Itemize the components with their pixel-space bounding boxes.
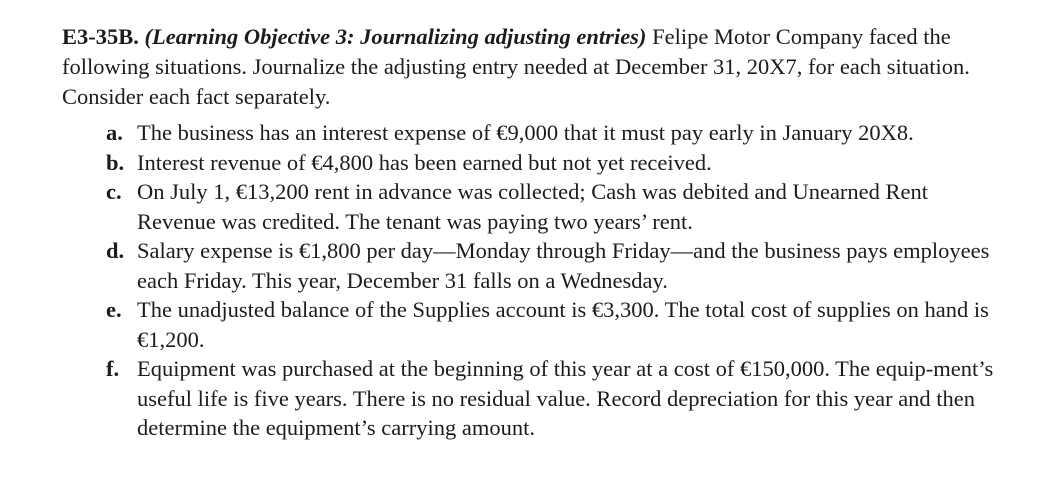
item-text: Salary expense is €1,800 per day—Monday through Friday—and the business pays employees each Friday. This year, December 31 falls on a Wednesday. <box>137 238 990 293</box>
situation-list <box>62 118 1012 443</box>
item-marker: f. <box>106 356 120 381</box>
situation-item-a <box>106 118 1012 148</box>
item-marker: e. <box>106 297 122 322</box>
item-text: Equipment was purchased at the beginning of this year at a cost of €150,000. The equip-ment’s useful life is five years. There is no residual value. Record depreciation for this year and then determine the equipment’s carrying amount. <box>137 356 994 440</box>
situation-item-c <box>106 177 1012 236</box>
exercise-id: E3-35B. <box>62 24 139 49</box>
item-marker: c. <box>106 179 122 204</box>
item-text: The business has an interest expense of €9,000 that it must pay early in January 20X8. <box>137 120 914 145</box>
item-marker: d. <box>106 238 125 263</box>
exercise-intro <box>62 22 1012 112</box>
exercise-block <box>62 22 1012 443</box>
item-text: Interest revenue of €4,800 has been earned but not yet received. <box>137 149 712 175</box>
exercise-instructions: Felipe Motor Company faced the following situations. Journalize the adjusting entry needed at December 31, 20X7, for each situation. Consider each fact separately. <box>62 24 970 109</box>
situation-item-b <box>106 148 1012 178</box>
item-text: On July 1, €13,200 rent in advance was collected; Cash was debited and Unearned Rent Revenue was credited. The tenant was paying two years’ rent. <box>137 179 929 234</box>
situation-item-e <box>106 295 1012 354</box>
situation-item-d <box>106 236 1012 295</box>
item-marker: b. <box>106 149 125 175</box>
item-marker: a. <box>106 120 123 145</box>
item-text: The unadjusted balance of the Supplies account is €3,300. The total cost of supplies on hand is €1,200. <box>137 297 989 352</box>
situation-item-f <box>106 354 1012 443</box>
learning-objective: (Learning Objective 3: Journalizing adjusting entries) <box>144 24 647 49</box>
